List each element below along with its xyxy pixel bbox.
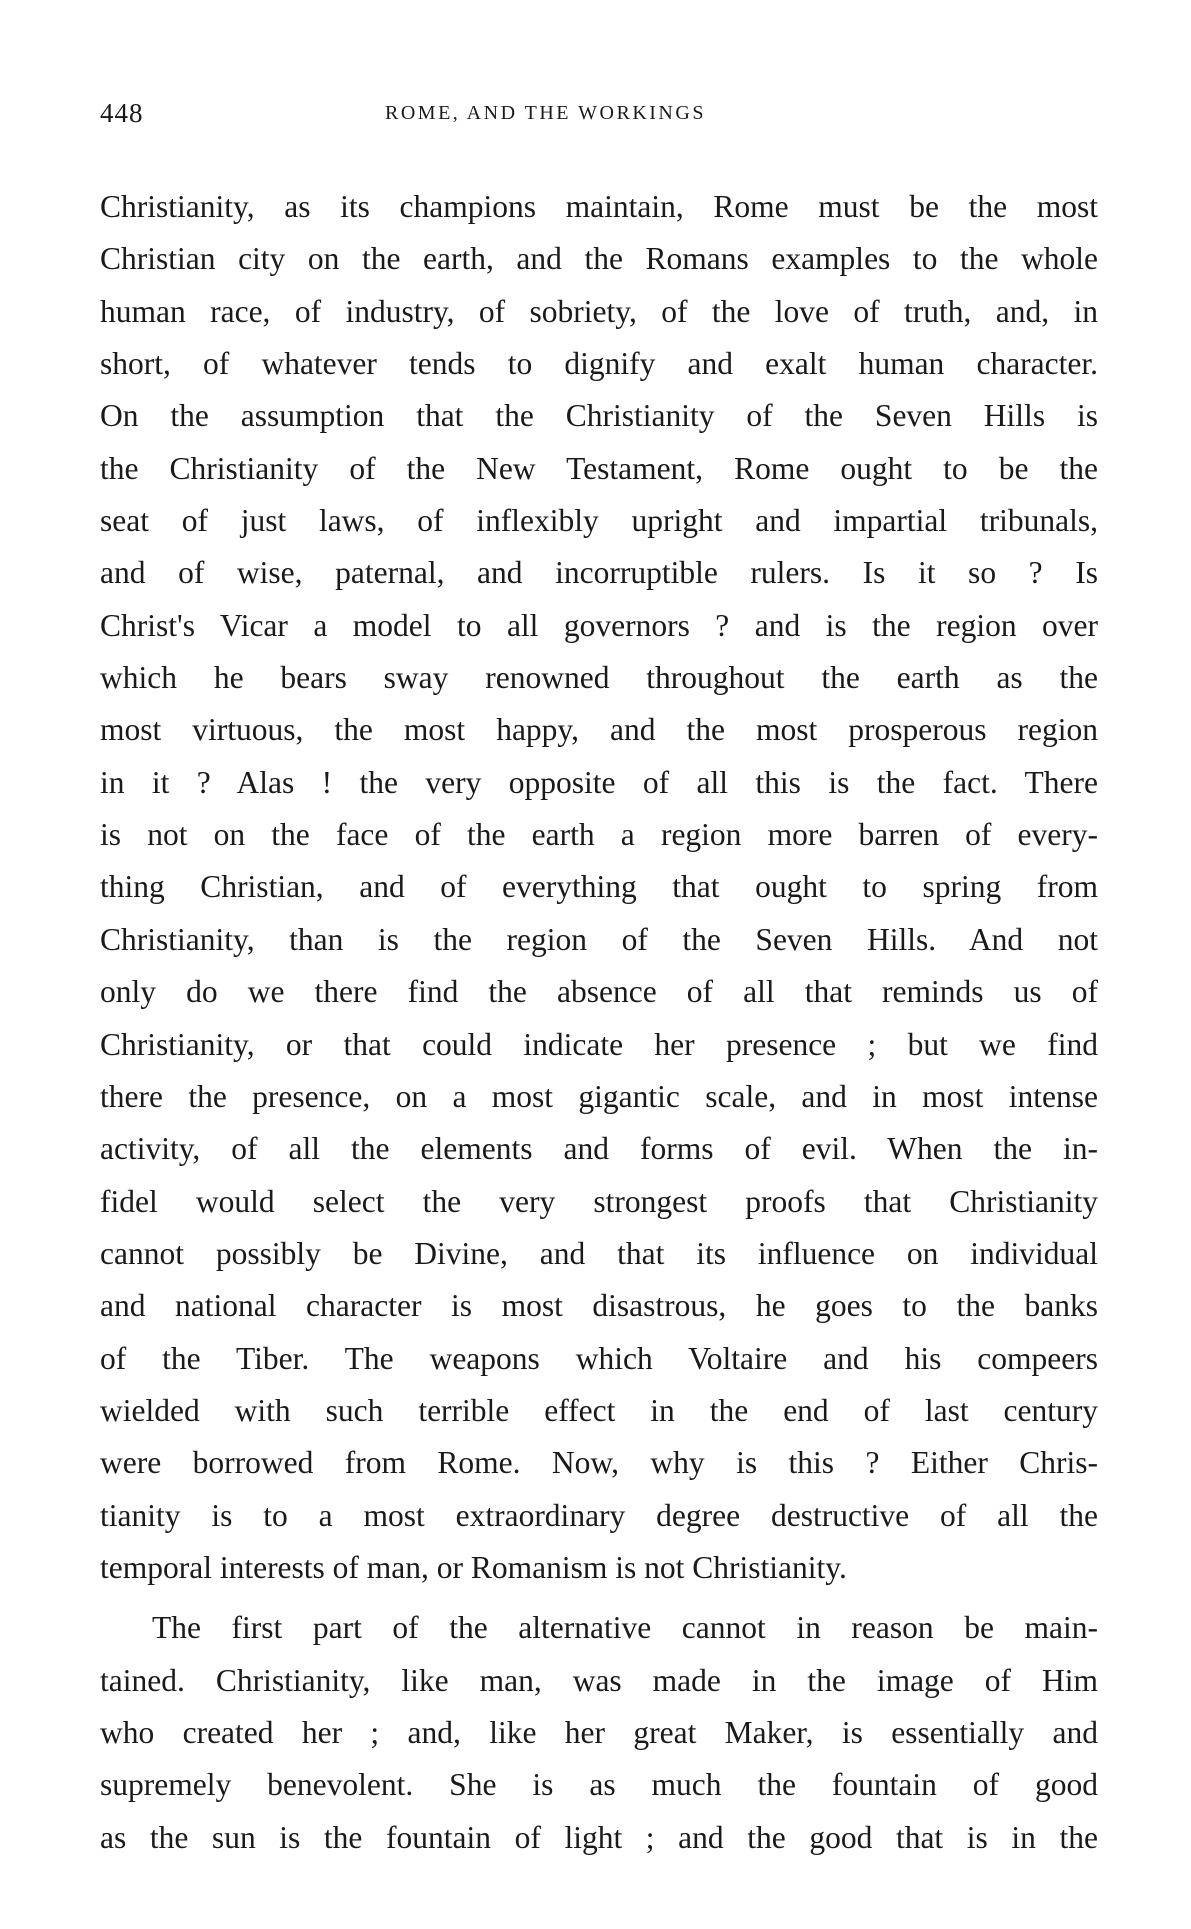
text-line: which he bears sway renowned throughout the earth as the xyxy=(100,660,1098,696)
text-line: wielded with such terrible effect in the end of last century xyxy=(100,1392,1098,1428)
running-title: ROME, AND THE WORKINGS xyxy=(385,102,706,124)
text-line: On the assumption that the Christianity of the Seven Hills is xyxy=(100,398,1098,434)
text-line: The first part of the alternative cannot in reason be main- xyxy=(152,1610,1098,1646)
text-line: Christianity, or that could indicate her presence ; but we find xyxy=(100,1026,1098,1062)
text-line: seat of just laws, of inflexibly upright and impartial tribunals, xyxy=(100,503,1098,539)
paragraph-gap xyxy=(100,1594,1098,1602)
text-line: only do we there find the absence of all that reminds us of xyxy=(100,974,1098,1010)
text-line: who created her ; and, like her great Maker, is essentially and xyxy=(100,1714,1098,1750)
text-line: thing Christian, and of everything that ought to spring from xyxy=(100,869,1098,905)
text-line: Christian city on the earth, and the Romans examples to the whole xyxy=(100,241,1098,277)
body-text xyxy=(100,181,1098,1864)
text-line: human race, of industry, of sobriety, of the love of truth, and, in xyxy=(100,293,1098,329)
text-line: tianity is to a most extraordinary degree destructive of all the xyxy=(100,1497,1098,1533)
text-line: most virtuous, the most happy, and the most prosperous region xyxy=(100,712,1098,748)
text-line: Christianity, than is the region of the Seven Hills. And not xyxy=(100,921,1098,957)
paragraph-1 xyxy=(100,181,1098,1594)
text-line: short, of whatever tends to dignify and exalt human character. xyxy=(100,346,1098,382)
text-line: as the sun is the fountain of light ; and the good that is in the xyxy=(100,1819,1098,1855)
text-line: and national character is most disastrous, he goes to the banks xyxy=(100,1288,1098,1324)
text-line: temporal interests of man, or Romanism is not Christianity. xyxy=(100,1549,847,1585)
text-line: cannot possibly be Divine, and that its influence on individual xyxy=(100,1235,1098,1271)
text-line: is not on the face of the earth a region more barren of every- xyxy=(100,817,1098,853)
text-line: in it ? Alas ! the very opposite of all this is the fact. There xyxy=(100,764,1098,800)
text-line: were borrowed from Rome. Now, why is this ? Either Chris- xyxy=(100,1445,1098,1481)
text-line: the Christianity of the New Testament, Rome ought to be the xyxy=(100,450,1098,486)
text-line: tained. Christianity, like man, was made in the image of Him xyxy=(100,1662,1098,1698)
text-line: and of wise, paternal, and incorruptible rulers. Is it so ? Is xyxy=(100,555,1098,591)
text-line: activity, of all the elements and forms of evil. When the in- xyxy=(100,1131,1098,1167)
text-line: Christianity, as its champions maintain, Rome must be the most xyxy=(100,189,1098,224)
page-number: 448 xyxy=(100,98,144,128)
text-line: supremely benevolent. She is as much the fountain of good xyxy=(100,1767,1098,1803)
paragraph-2 xyxy=(100,1602,1098,1864)
text-line: there the presence, on a most gigantic scale, and in most intense xyxy=(100,1078,1098,1114)
text-line: fidel would select the very strongest proofs that Christianity xyxy=(100,1183,1098,1219)
text-line: of the Tiber. The weapons which Voltaire and his compeers xyxy=(100,1340,1098,1376)
text-line: Christ's Vicar a model to all governors ? and is the region over xyxy=(100,607,1098,643)
running-head xyxy=(100,96,1100,130)
